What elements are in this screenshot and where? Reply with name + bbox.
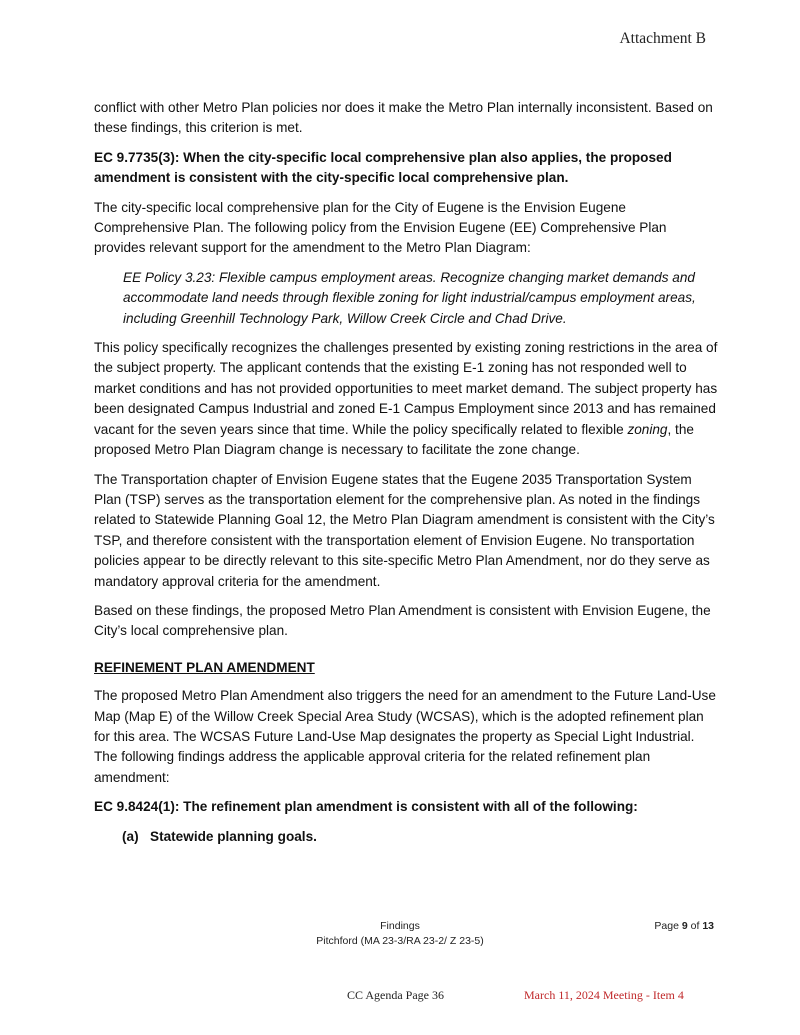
paragraph-transportation: The Transportation chapter of Envision Eugene states that the Eugene 2035 Transportation System Plan (TSP) serves as the transportation element for the comprehensive plan. As noted in the findings related to Statewide Planning Goal 12, the Metro Plan Diagram amendment is consistent with the City’s TSP, and therefore consistent with the transportation element of Envision Eugene. No transportation policies appear to be directly relevant to this site-specific Metro Plan Amendment, nor do they serve as mandatory approval criteria for the amendment. <box>94 471 715 589</box>
criterion-ec-9-7735-3: EC 9.7735(3): When the city-specific local comprehensive plan also applies, the proposed amendment is consistent with the city-specific local comprehensive plan. <box>94 149 672 186</box>
meeting-item-label: March 11, 2024 Meeting - Item 4 <box>524 988 684 1002</box>
footer-title: Findings <box>380 920 420 932</box>
sub-criterion-letter: (a) <box>122 828 139 844</box>
section-heading-refinement: REFINEMENT PLAN AMENDMENT <box>94 659 315 675</box>
attachment-label: Attachment B <box>619 30 706 47</box>
footer-case-number: Pitchford (MA 23-3/RA 23-2/ Z 23-5) <box>316 935 484 947</box>
criterion-ec-9-8424-1: EC 9.8424(1): The refinement plan amendment is consistent with all of the following: <box>94 799 638 815</box>
agenda-page-label: CC Agenda Page 36 <box>347 988 444 1002</box>
emphasis-zoning: zoning <box>627 421 668 437</box>
page-total: 13 <box>702 920 714 932</box>
page-word: Page <box>654 920 679 932</box>
paragraph-conclusion: Based on these findings, the proposed Metro Plan Amendment is consistent with Envision Eugene, the City’s local comprehensive plan. <box>94 602 711 639</box>
paragraph-envision-eugene: The city-specific local comprehensive plan for the City of Eugene is the Envision Eugene Comprehensive Plan. The following policy from the Envision Eugene (EE) Comprehensive Plan provides relevant support for the amendment to the Metro Plan Diagram: <box>94 199 667 256</box>
page-current: 9 <box>681 920 688 932</box>
paragraph-policy-analysis-part2: , the proposed Metro Plan Diagram change is necessary to facilitate the zone change. <box>94 421 694 458</box>
paragraph-policy-analysis-part1: This policy specifically recognizes the challenges presented by existing zoning restrictions in the area of the subject property. The applicant contends that the existing E-1 zoning has not responded well to market conditions and has not provided opportunities to meet market demand. The subject property has been designated Campus Industrial and zoned E-1 Campus Employment since 2013 and has remained vacant for the seven years since that time. While the policy specifically related to flexible <box>94 340 718 437</box>
sub-criterion-text: Statewide planning goals. <box>150 828 317 844</box>
paragraph-refinement: The proposed Metro Plan Amendment also triggers the need for an amendment to the Future Land-Use Map (Map E) of the Willow Creek Special Area Study (WCSAS), which is the adopted refinement plan for this area. The WCSAS Future Land-Use Map designates the property as Special Light Industrial. The following findings address the applicable approval criteria for the related refinement plan amendment: <box>94 688 716 785</box>
page-of: of <box>690 920 700 932</box>
policy-quote: EE Policy 3.23: Flexible campus employment areas. Recognize changing market demands and accommodate land needs through flexible zoning for light industrial/campus employment areas, including Greenhill Technology Park, Willow Creek Circle and Chad Drive. <box>123 269 696 326</box>
page-number <box>654 919 714 934</box>
paragraph-policy-analysis <box>94 338 719 460</box>
sub-criterion-a <box>122 827 719 847</box>
findings-body <box>94 98 719 856</box>
paragraph-conflict: conflict with other Metro Plan policies nor does it make the Metro Plan internally inconsistent. Based on these findings, this criterion is met. <box>94 100 713 136</box>
